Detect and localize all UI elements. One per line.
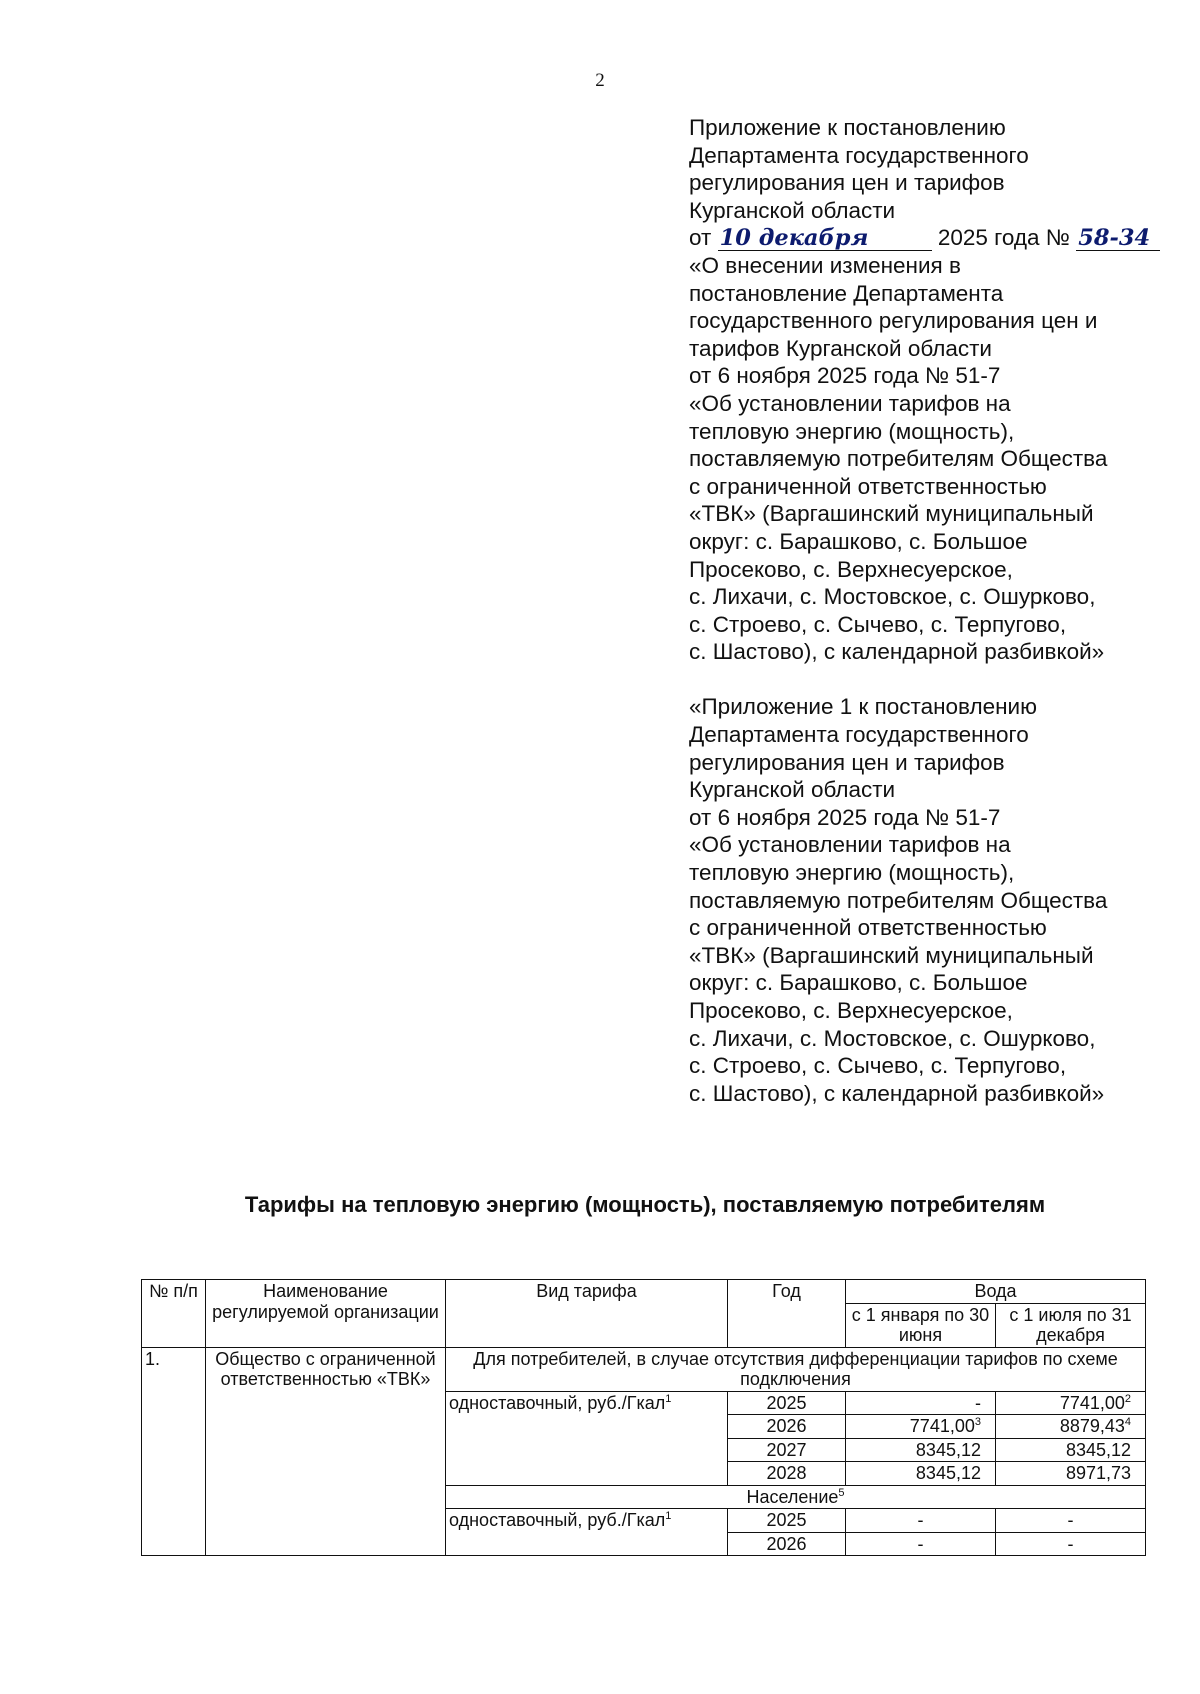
text-line: «Об установлении тарифов на (689, 832, 1011, 858)
annex-header (689, 114, 1189, 224)
header-year: Год (728, 1280, 846, 1348)
text-line: государственного регулирования цен и (689, 308, 1098, 334)
header-tariff-type: Вид тарифа (446, 1280, 728, 1348)
value-cell: - (996, 1509, 1146, 1533)
value-cell: - (996, 1532, 1146, 1556)
value-cell: - (846, 1391, 996, 1415)
page-number: 2 (595, 70, 605, 91)
value-cell: 7741,00$^3$ (846, 1415, 996, 1439)
header-org: Наименование регулируемой организации (206, 1280, 446, 1348)
year-cell: 2026 (728, 1415, 846, 1439)
text-line: с. Шастово), с календарной разбивкой» (689, 1080, 1105, 1106)
text-line: «О внесении изменения в (689, 252, 961, 278)
text-line: округ: с. Барашково, с. Большое (689, 970, 1028, 996)
value-cell: 8971,73 (996, 1462, 1146, 1486)
header-period-1: с 1 января по 30 июня (846, 1303, 996, 1347)
year-part: 2025 года № (937, 225, 1070, 251)
text-line: от 6 ноября 2025 года № 51-7 (689, 363, 1001, 389)
section-label-general: Для потребителей, в случае отсутствия дифференциации тарифов по схеме подключения (446, 1347, 1146, 1391)
table-row (142, 1347, 1146, 1391)
value-cell: 8345,12 (996, 1438, 1146, 1462)
text-line: Курганской области (689, 197, 896, 223)
value-cell: 8345,12 (846, 1462, 996, 1486)
text-line: регулирования цен и тарифов (689, 749, 1005, 775)
text-line: тарифов Курганской области (689, 335, 992, 361)
text-line: поставляемую потребителям Общества (689, 446, 1108, 472)
text-line: постановление Департамента (689, 280, 1004, 306)
text-line: с ограниченной ответственностью (689, 473, 1047, 499)
text-line: Просеково, с. Верхнесуерское, (689, 556, 1013, 582)
section-label-population: Население$^5$ (446, 1485, 1146, 1509)
text-line: Департамента государственного (689, 722, 1029, 748)
value-cell: - (846, 1532, 996, 1556)
text-line: Приложение к постановлению (689, 115, 1006, 140)
text-line: «Приложение 1 к постановлению (689, 694, 1037, 720)
text-line: с ограниченной ответственностью (689, 915, 1047, 941)
organization-name: Общество с ограниченной ответственностью «ТВК» (206, 1347, 446, 1556)
value-cell: 8345,12 (846, 1438, 996, 1462)
text-line: Курганской области (689, 777, 896, 803)
handwritten-date: 10 декабря (718, 226, 932, 251)
text-line: тепловую энергию (мощность), (689, 860, 1015, 886)
text-line: с. Шастово), с календарной разбивкой» (689, 639, 1105, 665)
year-cell: 2027 (728, 1438, 846, 1462)
table-title: Тарифы на тепловую энергию (мощность), поставляемую потребителям (244, 1192, 1046, 1217)
date-prefix: от (689, 225, 712, 251)
year-cell: 2028 (728, 1462, 846, 1486)
text-line: «Об установлении тарифов на (689, 390, 1011, 416)
value-cell: - (846, 1509, 996, 1533)
year-cell: 2025 (728, 1509, 846, 1533)
text-line: «ТВК» (Варгашинский муниципальный (689, 501, 1094, 527)
text-line: с. Строево, с. Сычево, с. Терпугово, (689, 1053, 1067, 1079)
tariff-type-cell: одноставочный, руб./Гкал$^1$ (446, 1391, 728, 1485)
text-line: «ТВК» (Варгашинский муниципальный (689, 942, 1094, 968)
header-period-2: с 1 июля по 31 декабря (996, 1303, 1146, 1347)
text-line: с. Строево, с. Сычево, с. Терпугово, (689, 611, 1067, 637)
annex-subject (689, 252, 1189, 666)
header-water: Вода (846, 1280, 1146, 1304)
annex-block (689, 114, 1189, 1107)
text-line: округ: с. Барашково, с. Большое (689, 528, 1028, 554)
text-line: регулирования цен и тарифов (689, 170, 1005, 196)
text-line: с. Лихачи, с. Мостовское, с. Ошурково, (689, 1025, 1096, 1051)
year-cell: 2026 (728, 1532, 846, 1556)
tariff-table (141, 1279, 1146, 1556)
text-line: тепловую энергию (мощность), (689, 418, 1015, 444)
text-line: Департамента государственного (689, 142, 1029, 168)
annex-appendix-1 (689, 693, 1189, 1107)
header-num: № п/п (142, 1280, 206, 1348)
value-cell: 7741,00$^2$ (996, 1391, 1146, 1415)
handwritten-number: 58-34 (1076, 226, 1160, 251)
header-row (142, 1280, 1146, 1304)
text-line: от 6 ноября 2025 года № 51-7 (689, 804, 1001, 830)
value-cell: 8879,43$^4$ (996, 1415, 1146, 1439)
row-number: 1. (142, 1347, 206, 1556)
tariff-type-cell: одноставочный, руб./Гкал$^1$ (446, 1509, 728, 1556)
text-line: с. Лихачи, с. Мостовское, с. Ошурково, (689, 584, 1096, 610)
year-cell: 2025 (728, 1391, 846, 1415)
annex-date-line (689, 224, 1189, 252)
text-line: поставляемую потребителям Общества (689, 887, 1108, 913)
text-line: Просеково, с. Верхнесуерское, (689, 998, 1013, 1023)
